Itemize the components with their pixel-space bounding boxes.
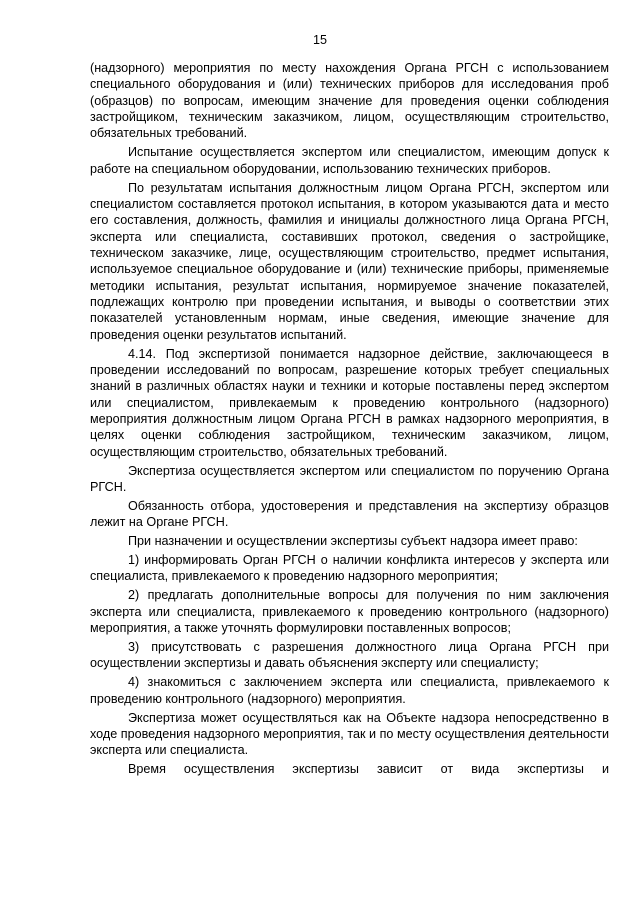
paragraph: При назначении и осуществлении экспертизы субъект надзора имеет право: — [128, 534, 578, 549]
paragraph: По результатам испытания должностным лицом Органа РГСН, экспертом или специалистом составляется протокол испытания, в котором указываются дата и место его составления, должность, фамилия и инициалы должностного лица Органа РГСН, эксперта или специалиста, составивших протокол, сведения о застройщике, техническом заказчике, лице, осуществляющим строительство, предмет испытания, используемое специальное оборудование и (или) технические приборы, применяемые методики испытания, результат испытания, нормируемое значение показателей, подлежащих контролю при проведении испытания, и выводы о соответствии этих показателей установленным нормам, иные сведения, имеющие значение для проведения оценки результатов испытаний. — [90, 180, 609, 342]
list-item: 3) присутствовать с разрешения должностного лица Органа РГСН при осуществлении экспертизы и давать объяснения эксперту или специалисту; — [90, 640, 609, 671]
list-item: 4) знакомиться с заключением эксперта или специалиста, привлекаемого к проведению контрольного (надзорного) мероприятия. — [90, 675, 609, 706]
list-item: 1) информировать Орган РГСН о наличии конфликта интересов у эксперта или специалиста, привлекаемого к проведению надзорного мероприятия; — [90, 553, 609, 584]
paragraph: Экспертиза осуществляется экспертом или специалистом по поручению Органа РГСН. — [90, 463, 609, 494]
paragraph: (надзорного) мероприятия по месту нахождения Органа РГСН с использованием специального оборудования и (или) технических приборов для исследования проб (образцов) по вопросам, имеющим значение для проведения оценки соблюдения застройщиком, техническим заказчиком, лицом, осуществляющим строительство, обязательных требований. — [90, 61, 609, 141]
paragraph: Обязанность отбора, удостоверения и представления на экспертизу образцов лежит на Органе РГСН. — [90, 498, 609, 530]
list-item: 2) предлагать дополнительные вопросы для получения по ним заключения эксперта или специалиста, привлекаемого к проведению контрольного (надзорного) мероприятия, а также уточнять формулировки поставленных вопросов; — [90, 588, 609, 636]
paragraph: Испытание осуществляется экспертом или специалистом, имеющим допуск к работе на специальном оборудовании, использованию технических приборов. — [90, 145, 609, 176]
page-number: 15 — [312, 33, 327, 47]
paragraph: Экспертиза может осуществляться как на Объекте надзора непосредственно в ходе проведения надзорного мероприятия, так и по месту осуществления деятельности эксперта или специалиста. — [90, 710, 609, 758]
paragraph: Время осуществления экспертизы зависит от вида экспертизы и — [128, 762, 609, 777]
document-body — [90, 60, 609, 778]
paragraph: 4.14. Под экспертизой понимается надзорное действие, заключающееся в проведении исследований по вопросам, разрешение которых требует специальных знаний в различных областях науки и техники и которые поставлены перед экспертом или специалистом, привлекаемым к проведению контрольного (надзорного) мероприятия должностным лицом Органа РГСН в рамках надзорного мероприятия, в целях оценки соблюдения застройщиком, техническим заказчиком, лицом, осуществляющим строительство, обязательных требований. — [90, 346, 609, 459]
